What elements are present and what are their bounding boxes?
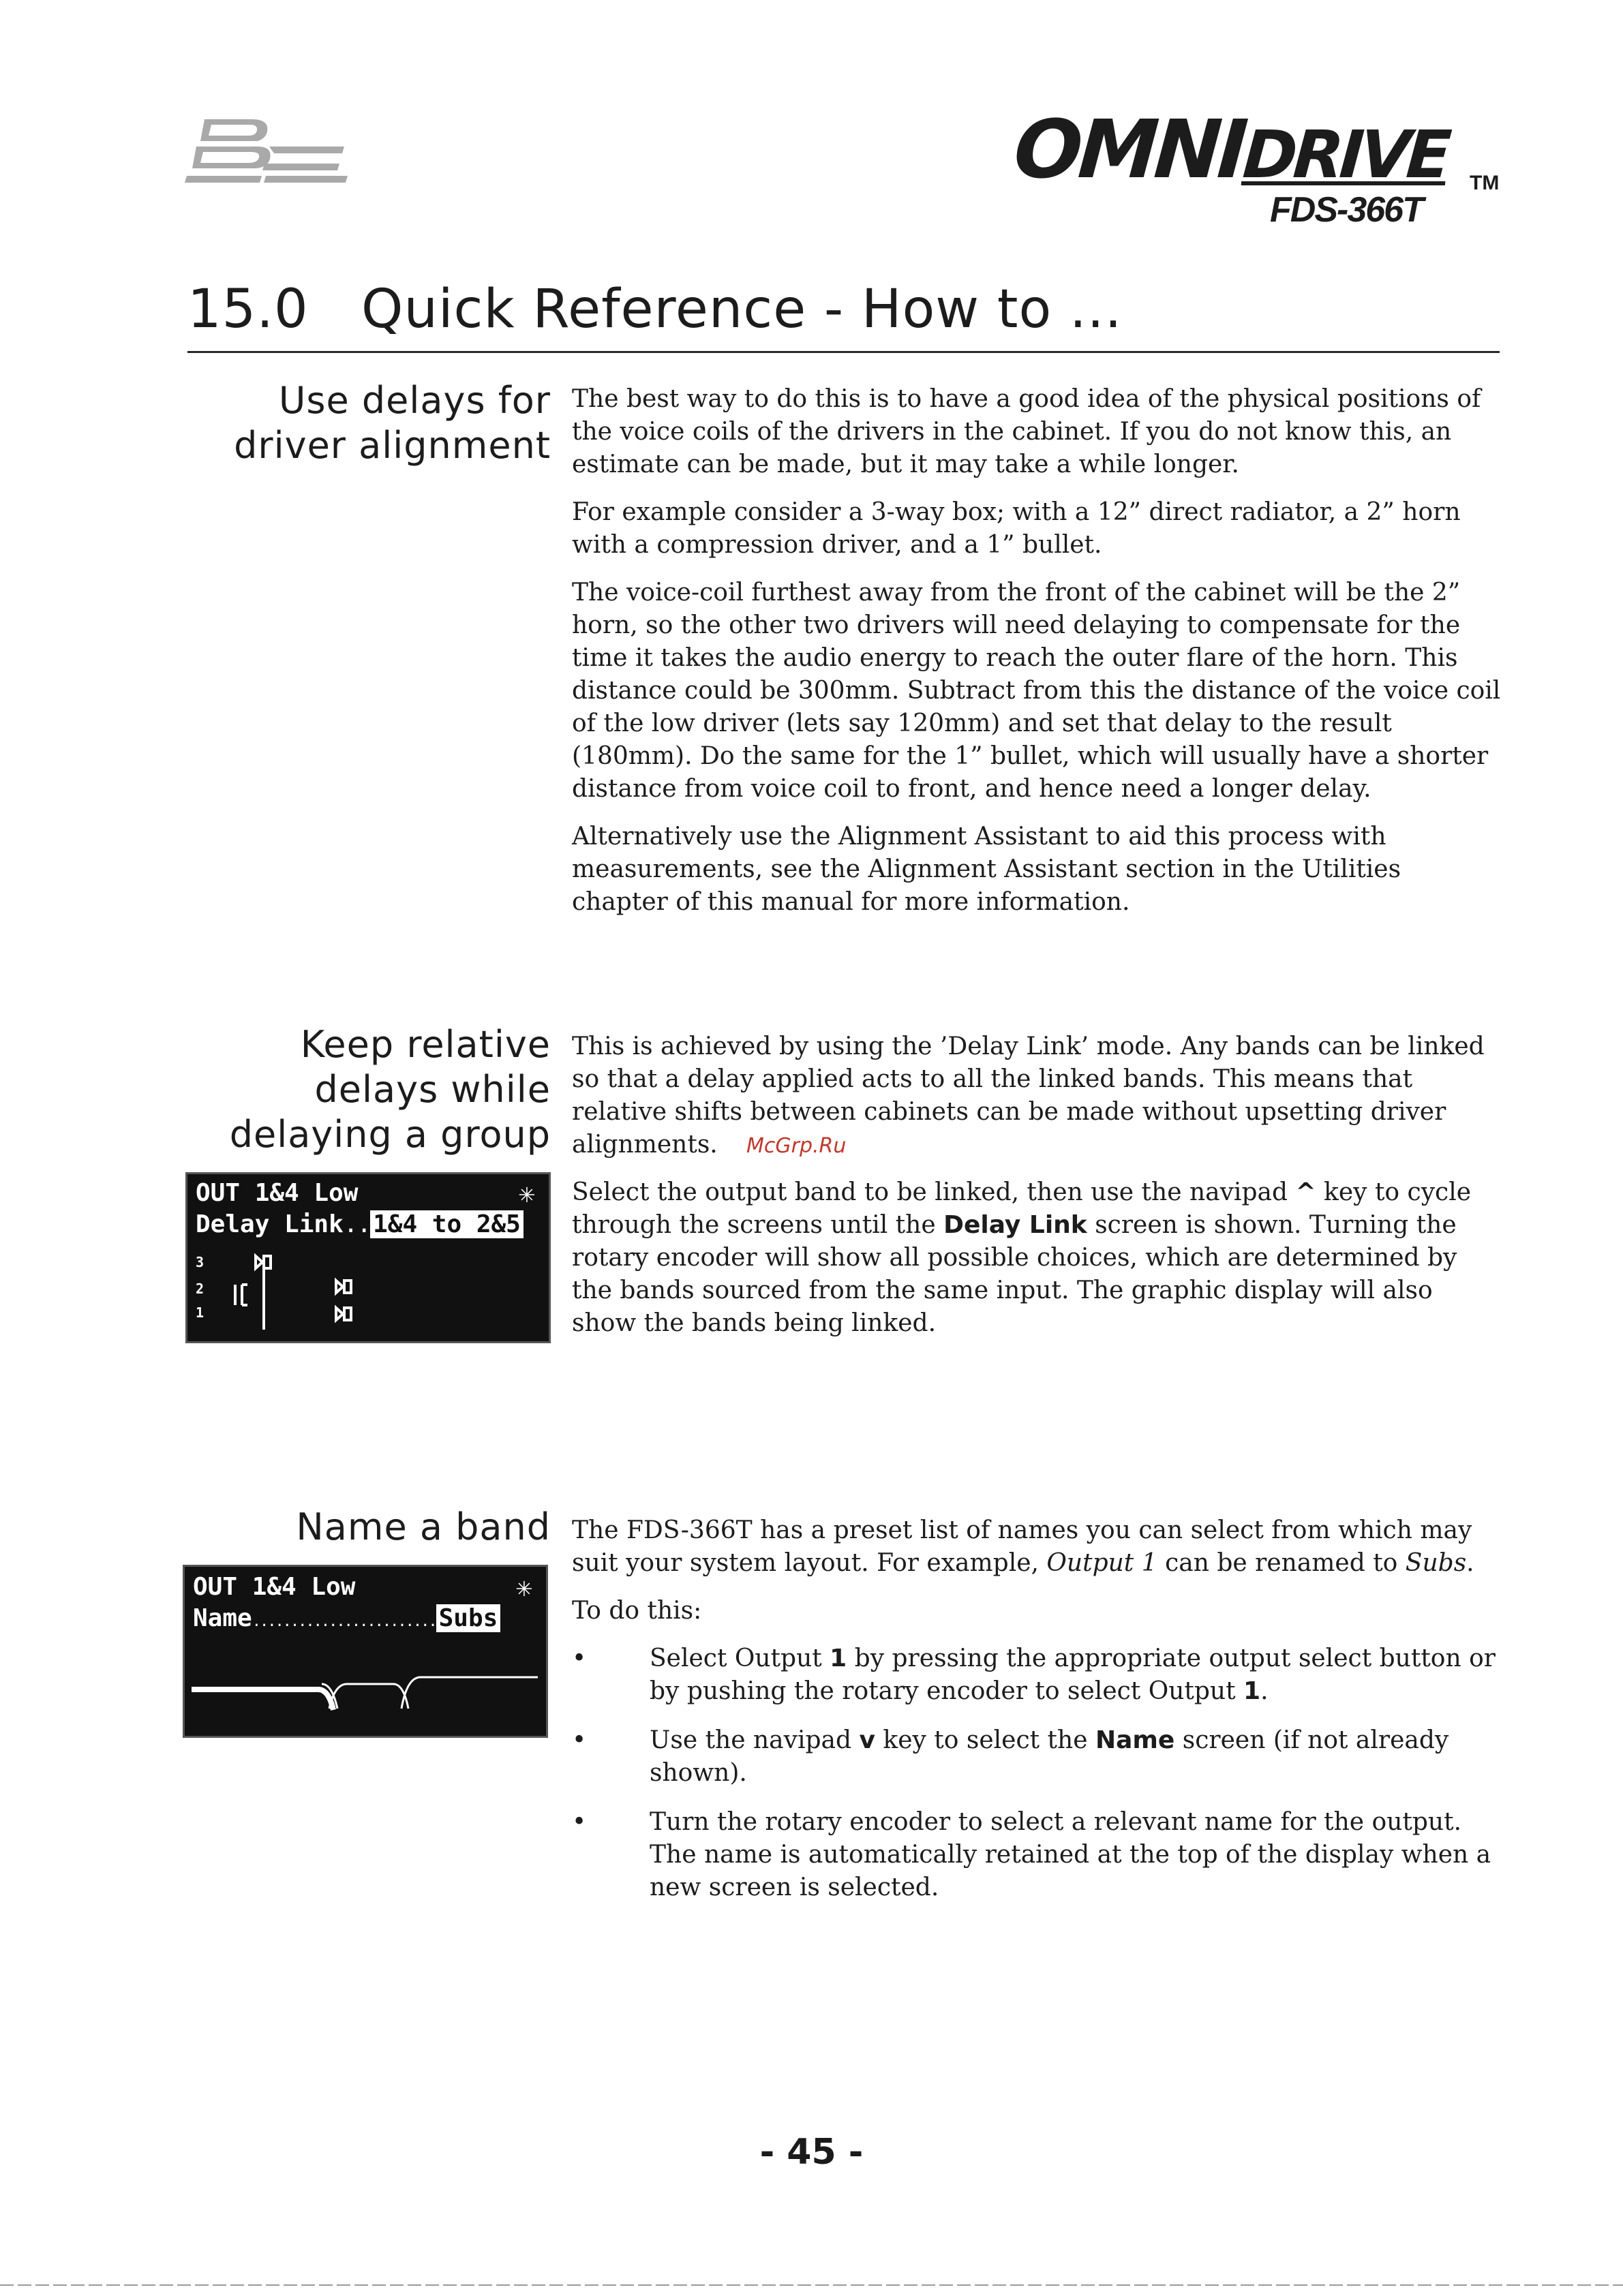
- section-heading-driver-alignment: [169, 378, 551, 468]
- omni-text: OMNI: [1011, 102, 1247, 196]
- lcd-line-1: OUT 1&4 Low: [193, 1573, 356, 1601]
- navipad-up-key: ^: [1295, 1178, 1316, 1206]
- section-body-name-band: [572, 1514, 1502, 1920]
- heading-line: Name a band: [296, 1505, 551, 1548]
- section-body-relative-delays: [572, 1030, 1502, 1355]
- lcd-line-2: Delay Link.. 1&4 to 2&5: [196, 1210, 524, 1240]
- list-item: • Turn the rotary encoder to select a relevant name for the output. The name is automatically retained at the top of the display when a new screen is selected.: [572, 1806, 1502, 1904]
- asterisk-icon: ✳: [515, 1572, 532, 1603]
- page-number: - 45 -: [759, 2132, 864, 2173]
- delay-link-graphic: [215, 1249, 528, 1334]
- lcd-delay-link-screen: [185, 1172, 551, 1343]
- row-label: 3: [196, 1254, 204, 1270]
- heading-line: delaying a group: [229, 1113, 551, 1156]
- heading-line: delays while: [314, 1068, 551, 1111]
- paragraph: Select the output band to be linked, then use the navipad ^ key to cycle through the screens until the Delay Link screen is shown. Turning the rotary encoder will show all possible choices, which are determined by the bands sourced from the same input. The graphic display will also show the bands being linked.: [572, 1178, 1472, 1337]
- model-name: FDS-366T: [1270, 190, 1423, 230]
- paragraph: For example consider a 3-way box; with a 12” direct radiator, a 2” horn with a compression driver, and a 1” bullet.: [572, 498, 1461, 559]
- title-rule: [187, 351, 1500, 353]
- paragraph: This is achieved by using the ’Delay Link’ mode. Any bands can be linked so that a delay applied acts to all the linked bands. This means that relative shifts between cabinets can be made without upsetting driver alignments.: [572, 1032, 1485, 1159]
- page-title: 15.0 Quick Reference - How to ...: [187, 279, 1123, 340]
- lcd-name-screen: [183, 1565, 548, 1738]
- crossover-graphic: [189, 1669, 540, 1730]
- heading-line: Use delays for: [278, 379, 551, 422]
- section-heading-relative-delays: [169, 1022, 551, 1157]
- row-label: 1: [196, 1304, 204, 1321]
- bss-logo: [184, 116, 361, 194]
- lcd-line-2: Name........................ Subs: [193, 1604, 500, 1637]
- heading-line: driver alignment: [234, 424, 551, 467]
- omnidrive-logo: [1011, 102, 1505, 230]
- lcd-selected-value: Subs: [436, 1604, 501, 1632]
- paragraph: The voice-coil furthest away from the front of the cabinet will be the 2” horn, so the other two drivers will need delaying to compensate for the time it takes the audio energy to reach the outer flare of the horn. This distance could be 300mm. Subtract from this the distance of the voice coil of the low driver (lets say 120mm) and set that delay to the result (180mm). Do the same for the 1” bullet, which will usually have a shorter distance from voice coil to front, and hence need a longer delay.: [572, 579, 1501, 803]
- asterisk-icon: ✳: [518, 1178, 535, 1209]
- steps-list: [572, 1642, 1502, 1904]
- page-edge-rule: [0, 2284, 1623, 2286]
- paragraph: The FDS-366T has a preset list of names you can select from which may suit your system layout. For example, Output 1 can be renamed to Subs.: [572, 1516, 1474, 1577]
- watermark: McGrp.Ru: [746, 1134, 847, 1158]
- delay-link-term: Delay Link: [943, 1211, 1087, 1239]
- drive-text: DRIVE: [1240, 117, 1450, 193]
- paragraph: Alternatively use the Alignment Assistant to aid this process with measurements, see the Alignment Assistant section in the Utilities chapter of this manual for more information.: [572, 823, 1401, 916]
- row-label: 2: [196, 1281, 204, 1297]
- paragraph: To do this:: [572, 1597, 702, 1625]
- lcd-line-1: OUT 1&4 Low: [196, 1179, 359, 1207]
- paragraph: The best way to do this is to have a good idea of the physical positions of the voice coils of the drivers in the cabinet. If you do not know this, an estimate can be made, but it may take a while longer.: [572, 385, 1481, 478]
- list-item: • Use the navipad v key to select the Name screen (if not already shown).: [572, 1724, 1502, 1790]
- trademark: TM: [1470, 172, 1500, 194]
- lcd-selected-value: 1&4 to 2&5: [370, 1210, 524, 1238]
- list-item: • Select Output 1 by pressing the appropriate output select button or by pushing the rotary encoder to select Output 1.: [572, 1642, 1502, 1708]
- heading-line: Keep relative: [300, 1023, 551, 1066]
- section-heading-name-band: [169, 1505, 551, 1550]
- section-body-driver-alignment: [572, 383, 1502, 934]
